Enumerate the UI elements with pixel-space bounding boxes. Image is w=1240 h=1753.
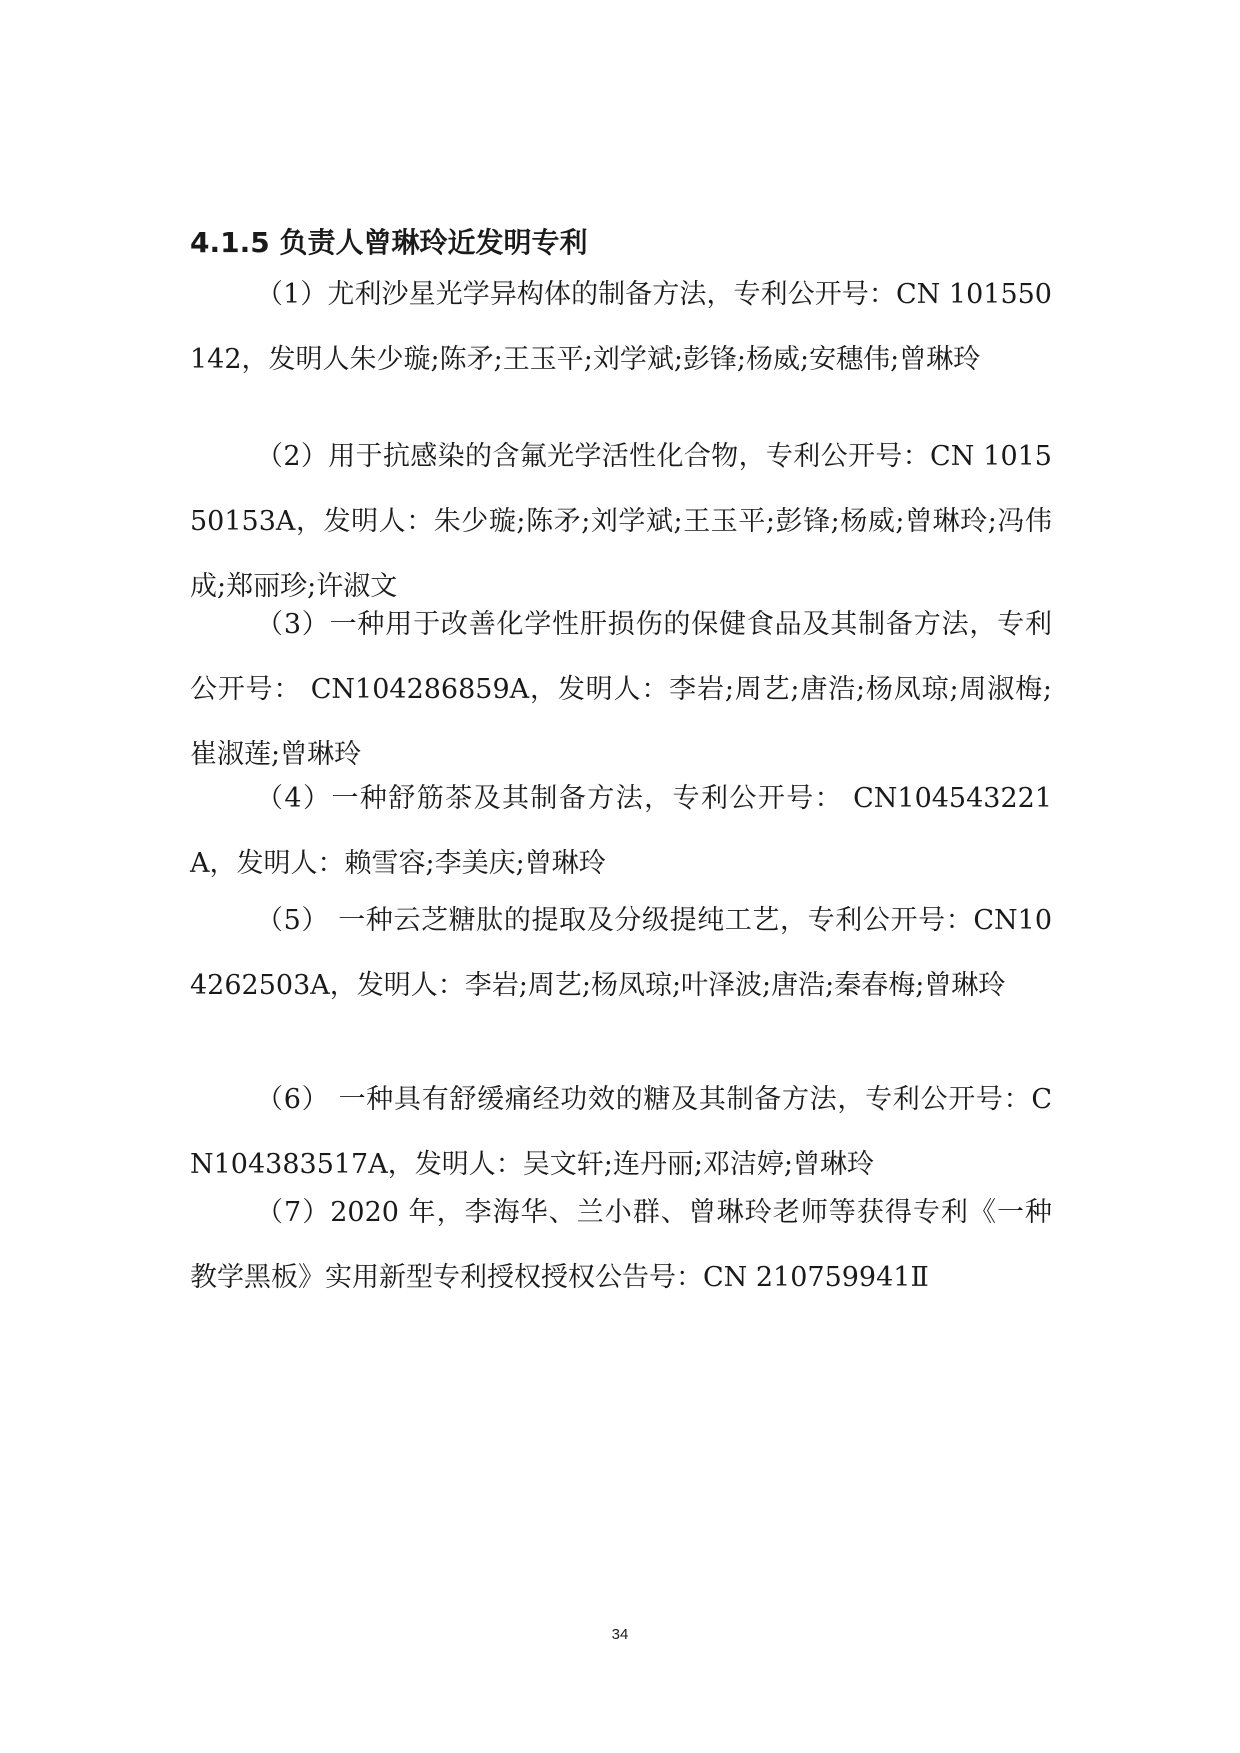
patent-entry-3: （3）一种用于改善化学性肝损伤的保健食品及其制备方法，专利公开号： CN104286859A，发明人：李岩;周艺;唐浩;杨凤琼;周淑梅;崔淑莲;曾琳玲 [190, 609, 1052, 770]
patent-entry-2: （2）用于抗感染的含氟光学活性化合物，专利公开号：CN 101550153A，发明人：朱少璇;陈矛;刘学斌;王玉平;彭锋;杨威;曾琳玲;冯伟成;郑丽珍;许淑文 [190, 441, 1052, 602]
section-heading: 4.1.5 负责人曾琳玲近发明专利 [190, 226, 588, 259]
page-number: 34 [611, 1626, 629, 1643]
patent-entry-4: （4）一种舒筋茶及其制备方法，专利公开号： CN104543221A，发明人：赖雪容;李美庆;曾琳玲 [190, 783, 1052, 879]
patent-entry-5: （5） 一种云芝糖肽的提取及分级提纯工艺，专利公开号：CN104262503A，发明人：李岩;周艺;杨凤琼;叶泽波;唐浩;秦春梅;曾琳玲 [190, 905, 1052, 1001]
patent-entry-7: （7）2020 年，李海华、兰小群、曾琳玲老师等获得专利《一种教学黑板》实用新型专利授权授权公告号：CN 210759941Ⅱ [190, 1197, 1052, 1293]
patent-entry-1: （1）尤利沙星光学异构体的制备方法，专利公开号：CN 101550142，发明人朱少璇;陈矛;王玉平;刘学斌;彭锋;杨威;安穗伟;曾琳玲 [190, 279, 1052, 375]
patent-entry-6: （6） 一种具有舒缓痛经功效的糖及其制备方法，专利公开号：CN104383517A，发明人：吴文轩;连丹丽;邓洁婷;曾琳玲 [190, 1084, 1052, 1180]
